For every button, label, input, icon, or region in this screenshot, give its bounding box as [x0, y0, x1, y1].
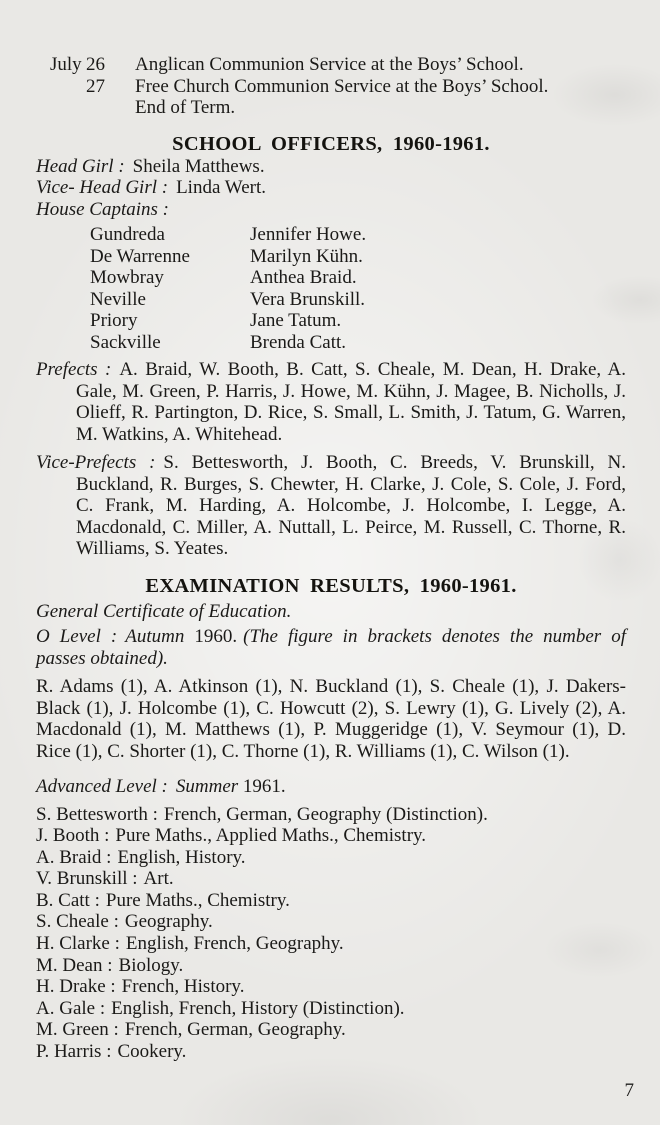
o-level-year: 1960. [194, 626, 238, 647]
o-level-label: O Level : [36, 626, 118, 647]
house-name: De Warrenne [90, 245, 190, 267]
candidate-name: S. Bettesworth : [36, 803, 158, 825]
vice-prefects-names: S. Bettesworth, J. Booth, C. Breeds, V. Brunskill, N. Buckland, R. Burges, S. Chewter, H. Clarke, J. Cole, S. Cole, J. Ford, C. Frank, M. Harding, A. Holcombe, J. Holcombe, I. Legge, A. Macdonald, C. Miller, A. Nuttall, L. Peirce, M. Russell, C. Thorne, R. Williams, S. Yeates. [76, 452, 627, 559]
candidate-subjects: English, French, Geography. [125, 933, 344, 955]
schedule-row [50, 76, 626, 98]
a-level-result-line [36, 976, 626, 998]
prefects-label: Prefects : [36, 359, 112, 380]
a-level-result-line [36, 825, 626, 847]
term-schedule [50, 54, 626, 119]
school-officers-heading: SCHOOL OFFICERS, 1960-1961. [172, 132, 490, 155]
house-name: Priory [90, 310, 138, 331]
candidate-subjects: French, History. [121, 976, 245, 998]
a-level-results-list [36, 804, 626, 1063]
examination-results-heading: EXAMINATION RESULTS, 1960-1961. [145, 574, 517, 597]
captain-name: Anthea Braid. [250, 267, 357, 288]
house-captains-table [90, 224, 626, 353]
vice-head-girl-value: Linda Wert. [176, 177, 267, 198]
schedule-month [50, 97, 86, 119]
candidate-subjects: Cookery. [117, 1041, 187, 1063]
a-level-intro-line [36, 776, 626, 798]
a-level-result-line [36, 955, 626, 977]
candidate-name: M. Green : [36, 1019, 119, 1041]
house-captain-row [90, 310, 626, 332]
house-captains-label: House Captains : [36, 198, 169, 220]
candidate-name: P. Harris : [36, 1041, 112, 1063]
vice-prefects-label: Vice-Prefects : [36, 452, 156, 473]
candidate-subjects: English, French, History (Distinction). [111, 997, 405, 1019]
gce-line: General Certificate of Education. [36, 600, 292, 622]
prefects-paragraph [36, 359, 626, 445]
prefects-names: A. Braid, W. Booth, B. Catt, S. Cheale, M. Dean, H. Drake, A. Gale, M. Green, P. Harris, J. Howe, M. Kühn, J. Magee, B. Nicholls, J. Olieff, R. Partington, D. Rice, S. Small, L. Smith, J. Tatum, G. Warren, M. Watkins, A. Whitehead. [76, 359, 626, 445]
house-name: Neville [90, 288, 146, 310]
a-level-result-line [36, 998, 626, 1020]
head-girl-label: Head Girl : [36, 155, 125, 177]
vice-head-girl-label: Vice- Head Girl : [36, 177, 169, 198]
a-level-result-line [36, 847, 626, 869]
candidate-name: S. Cheale : [36, 911, 119, 933]
house-captain-row [90, 267, 626, 289]
captain-name: Brenda Catt. [250, 331, 347, 353]
schedule-day [86, 97, 135, 119]
candidate-subjects: French, German, Geography. [124, 1019, 346, 1041]
schedule-row [50, 97, 626, 119]
candidate-subjects: Biology. [118, 954, 184, 976]
a-level-season: Summer [175, 776, 239, 797]
house-captain-row [90, 289, 626, 311]
house-name: Sackville [90, 331, 161, 353]
school-officers-section [36, 156, 626, 560]
a-level-result-line [36, 804, 626, 826]
candidate-subjects: Geography. [124, 911, 213, 933]
o-level-season: Autumn [125, 626, 185, 647]
candidate-name: H. Drake : [36, 976, 116, 998]
o-level-intro-paragraph [36, 626, 626, 669]
examination-results-section [36, 601, 626, 1063]
schedule-event: Anglican Communion Service at the Boys’ School. [135, 54, 524, 75]
house-name: Mowbray [90, 267, 164, 288]
a-level-year: 1961. [242, 776, 286, 797]
house-captain-row [90, 246, 626, 268]
captain-name: Marilyn Kühn. [250, 245, 363, 267]
house-captain-row [90, 332, 626, 354]
a-level-label: Advanced Level : [36, 776, 168, 797]
a-level-result-line [36, 868, 626, 890]
o-level-results-paragraph: R. Adams (1), A. Atkinson (1), N. Buckland (1), S. Cheale (1), J. Dakers-Black (1), J. Holcombe (1), C. Howcutt (2), S. Lewry (1), G. Lively (2), A. Macdonald (1), M. Matthews (1), P. Muggeridge (1), V. Seymour (1), D. Rice (1), C. Shorter (1), C. Thorne (1), R. Williams (1), C. Wilson (1). [36, 676, 626, 762]
vice-prefects-paragraph [36, 452, 626, 560]
o-level-note: (The figure in brackets denotes the number of passes obtained). [36, 626, 626, 669]
candidate-subjects: Pure Maths., Chemistry. [105, 889, 290, 911]
a-level-result-line [36, 1019, 626, 1041]
schedule-event: End of Term. [135, 97, 236, 118]
schedule-month: July [50, 54, 82, 75]
a-level-result-line [36, 933, 626, 955]
captain-name: Vera Brunskill. [250, 288, 366, 310]
candidate-name: A. Braid : [36, 846, 112, 868]
candidate-name: A. Gale : [36, 997, 106, 1019]
candidate-name: M. Dean : [36, 954, 113, 976]
schedule-day: 26 [86, 54, 105, 75]
candidate-name: H. Clarke : [36, 933, 120, 955]
candidate-subjects: Art. [143, 868, 174, 890]
candidate-subjects: English, History. [117, 846, 246, 868]
schedule-month [50, 76, 86, 98]
candidate-subjects: French, German, Geography (Distinction). [163, 803, 488, 825]
head-girl-value: Sheila Matthews. [132, 155, 265, 177]
a-level-result-line [36, 1041, 626, 1063]
schedule-row [50, 54, 626, 76]
page-number: 7 [624, 1080, 634, 1101]
candidate-name: B. Catt : [36, 889, 100, 911]
candidate-name: V. Brunskill : [36, 868, 138, 890]
head-girl-line [36, 156, 626, 178]
a-level-result-line [36, 890, 626, 912]
captain-name: Jennifer Howe. [250, 224, 367, 245]
a-level-result-line [36, 911, 626, 933]
vice-head-girl-line [36, 177, 626, 199]
house-name: Gundreda [90, 224, 165, 245]
captain-name: Jane Tatum. [250, 310, 342, 331]
house-captain-row [90, 224, 626, 246]
schedule-day: 27 [86, 75, 105, 97]
candidate-subjects: Pure Maths., Applied Maths., Chemistry. [115, 825, 427, 847]
schedule-event: Free Church Communion Service at the Boys’ School. [135, 75, 549, 97]
candidate-name: J. Booth : [36, 825, 110, 847]
